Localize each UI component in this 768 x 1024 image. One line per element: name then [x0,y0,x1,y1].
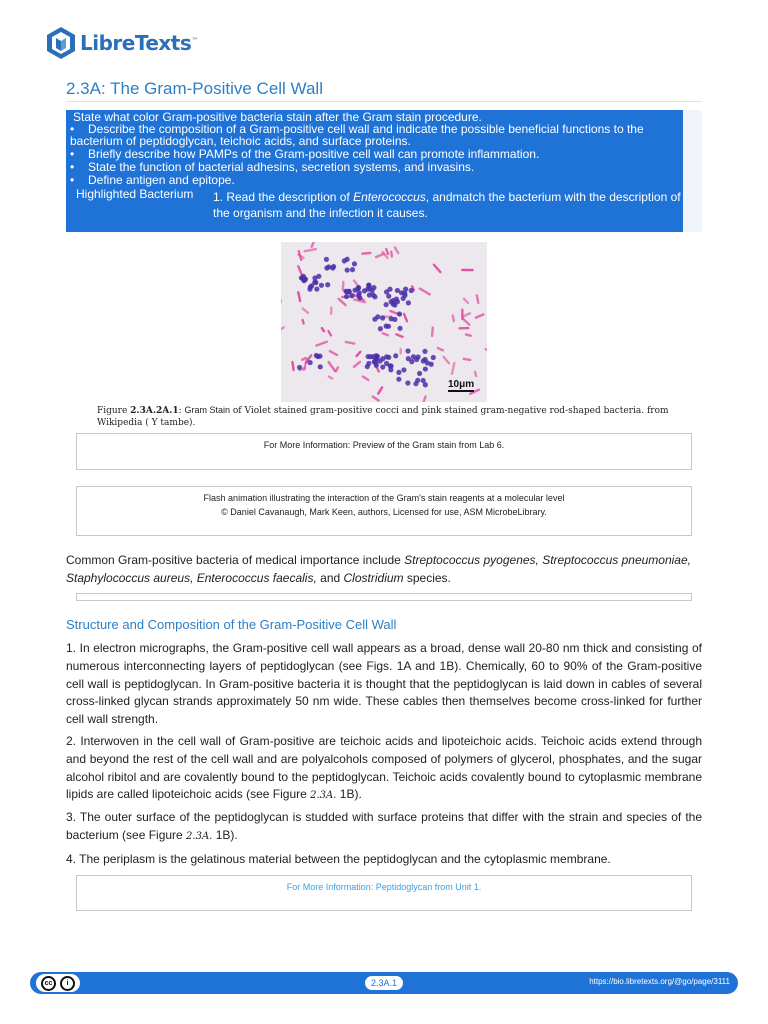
more-info-lab6-box [76,433,692,470]
figure-ref[interactable]: 2.3A. [310,790,337,802]
figure-ref[interactable]: 2.3A. [186,830,213,842]
page-url[interactable]: https://bio.libretexts.org/@go/page/3111 [589,977,730,986]
logo-wordmark: LibreTexts™ [80,31,198,55]
objectives-box-edge [683,110,702,232]
attribution-icon: i [60,976,75,991]
objective-lead: State what color Gram-positive bacteria stain after the Gram stain procedure. [73,110,482,124]
title-divider [66,101,702,102]
objective-item: • Briefly describe how PAMPs of the Gram-positive cell wall can promote inflammation. [70,149,675,161]
paragraph-2: 2. Interwoven in the cell wall of Gram-positive are teichoic acids and lipoteichoic acids. Teichoic acids extend through and beyond the rest of the cell wall and are polyalcohols composed of polymers of glycerol, phosphates, and the sugar alcohol ribitol and are covalently bound to the peptidoglycan. Teichoic acids covalently bound to cytoplasmic membrane lipids are called lipoteichoic acids (see Figure 2.3A. 1B). [66,734,702,802]
section-heading: Structure and Composition of the Gram-Positive Cell Wall [66,617,397,632]
highlighted-bacterium-label: Highlighted Bacterium [76,187,194,201]
paragraph-1: 1. In electron micrographs, the Gram-positive cell wall appears as a broad, dense wall 20-80 nm thick and consisting of numerous interconnecting layers of peptidoglycan (see Figs. 1A and 1B). Chemically, 60 to 90% of the Gram-positive cell wall is peptidoglycan. In Gram-positive bacteria it is thought that the peptidoglycan is laid down in cables of several cross-linked glycan strands approximately 50 nm wide. These cables then themselves become cross-linked for further cell wall strength. [66,641,702,727]
highlighted-bacterium-text: 1. Read the description of Enterococcus, andmatch the bacterium with the description of the organism and the infection it causes. [213,190,681,220]
page-number: 2.3A.1 [365,976,403,990]
learning-objectives-box [66,110,683,232]
objective-item: • Describe the composition of a Gram-positive cell wall and indicate the possible beneficial functions to the bacterium of peptidoglycan, teichoic acids, and surface proteins. [70,124,675,147]
gram-stain-micrograph [281,242,487,402]
objective-item: • Define antigen and epitope. [70,175,675,187]
objective-item: • State the function of bacterial adhesins, secretion systems, and invasins. [70,162,675,174]
cc-icon: cc [41,976,56,991]
cc-license-badge[interactable] [36,974,80,992]
common-bacteria-paragraph: Common Gram-positive bacteria of medical importance include Streptococcus pyogenes, Streptococcus pneumoniae, Staphylococcus aureus, Enterococcus faecalis, and Clostridium species. [66,553,691,585]
figure-caption: Figure 2.3A.2A.1: Gram Stain of Violet stained gram-positive cocci and pink stained gram-negative rod-shaped bacteria. from Wikipedia ( Y tambe). [97,405,669,428]
more-info-lab6-text: For More Information: Preview of the Gram stain from Lab 6. [263,440,505,450]
more-info-peptidoglycan-box [76,875,692,911]
micrograph-image [281,242,487,402]
flash-animation-title: Flash animation illustrating the interaction of the Gram's stain reagents at a molecular level [203,493,565,503]
footer-bar [30,972,738,994]
empty-embed-box [76,593,692,601]
more-info-peptidoglycan-link[interactable]: For More Information: Peptidoglycan from Unit 1. [286,882,482,892]
libretexts-logo-icon [46,26,76,60]
flash-animation-box [76,486,692,536]
objectives-list [70,124,675,188]
paragraph-3: 3. The outer surface of the peptidoglycan is studded with surface proteins that differ with the strain and species of the bacterium (see Figure 2.3A. 1B). [66,810,702,842]
enterococcus-term: Enterococcus [353,190,426,204]
page-title: 2.3A: The Gram-Positive Cell Wall [66,79,323,98]
figure-number: 2.3A.2A.1 [130,406,179,416]
scale-bar-label: 10μm [448,379,475,390]
paragraph-4: 4. The periplasm is the gelatinous material between the peptidoglycan and the cytoplasmic membrane. [66,852,611,866]
libretexts-logo[interactable] [46,26,198,60]
flash-animation-credit: © Daniel Cavanaugh, Mark Keen, authors, Licensed for use, ASM MicrobeLibrary. [221,507,547,517]
